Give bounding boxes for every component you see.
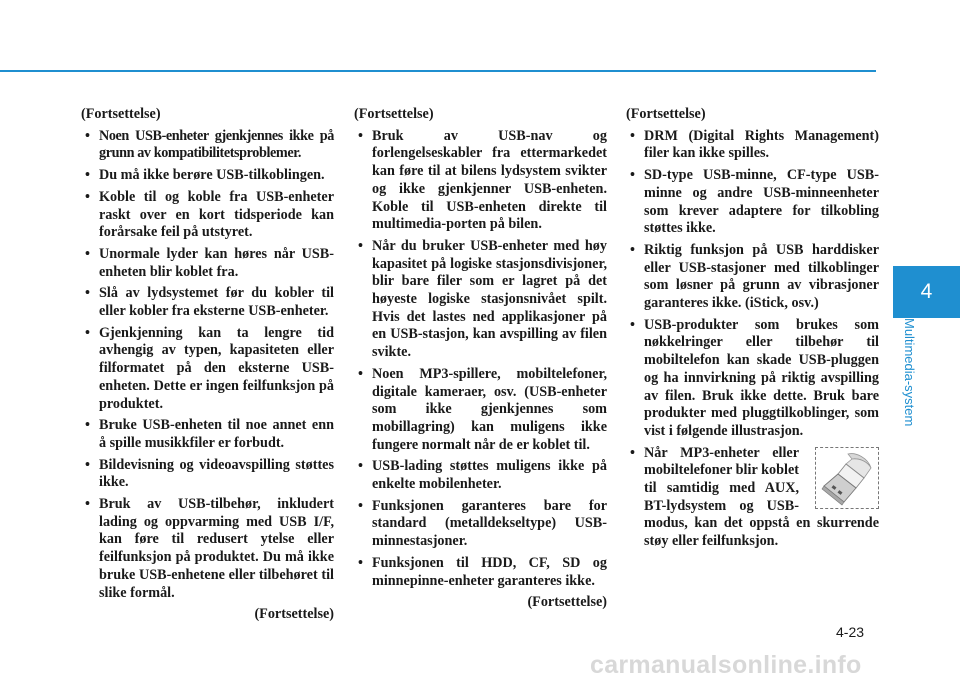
list-item bbox=[626, 445, 879, 551]
bullet-list bbox=[81, 128, 334, 603]
text-column-2 bbox=[354, 106, 607, 612]
continued-footer: (Fortsettelse) bbox=[527, 594, 607, 611]
list-item: • Noen MP3-spillere, mobiltelefoner, digitale kameraer, osv. (USB-enheter som ikke gjenkjennes som mobillagring) kan muligens ikke fungere normalt når de er koblet til. bbox=[354, 366, 607, 455]
chapter-tab: 4 bbox=[893, 266, 960, 318]
continued-heading: (Fortsettelse) bbox=[81, 106, 161, 122]
continued-heading: (Fortsettelse) bbox=[354, 106, 434, 122]
header-rule bbox=[0, 70, 876, 72]
usb-drive-icon bbox=[815, 447, 879, 509]
list-item: • Bruke USB-enheten til noe annet enn å spille musikkfiler er forbudt. bbox=[81, 417, 334, 452]
list-item: • USB-produkter som brukes som nøkkelringer eller tilbehør til mobiltelefon kan skade USB-pluggen og ha innvirkning på riktig avspilling av filen. Bruk ikke dette. Bruk bare produkter med pluggtilkoblinger, som vist i følgende illustrasjon. bbox=[626, 317, 879, 441]
list-item: • Bruk av USB-tilbehør, inkludert lading og oppvarming med USB I/F, kan føre til redusert ytelse eller feilfunksjon på produktet. Du må ikke bruke USB-enhetene eller tilbehøret til slike formål. bbox=[81, 496, 334, 602]
list-item: • Du må ikke berøre USB-tilkoblingen. bbox=[81, 167, 334, 185]
list-item: • SD-type USB-minne, CF-type USB-minne og andre USB-minneenheter som krever adaptere for tilkobling støttes ikke. bbox=[626, 167, 879, 238]
list-item: • Unormale lyder kan høres når USB-enheten blir koblet fra. bbox=[81, 246, 334, 281]
continued-footer: (Fortsettelse) bbox=[254, 606, 334, 623]
continued-heading: (Fortsettelse) bbox=[626, 106, 706, 122]
watermark: carmanualsonline.info bbox=[590, 651, 862, 679]
list-item: • Koble til og koble fra USB-enheter raskt over en kort tidsperiode kan forårsake feil på utstyret. bbox=[81, 189, 334, 242]
list-item-text: Når MP3-enheter eller mobiltelefoner blir koblet til samtidig med AUX, BT-lydsystem og USB-modus, kan det oppstå en skurrende støy eller feilfunksjon. bbox=[644, 444, 879, 550]
list-item: • Funksjonen garanteres bare for standard (metalldekseltype) USB-minnestasjoner. bbox=[354, 498, 607, 551]
list-item: • Gjenkjenning kan ta lengre tid avhengig av typen, kapasiteten eller filformatet på den eksterne USB-enheten. Dette er ingen feilfunksjon på produktet. bbox=[81, 325, 334, 414]
list-item: • Når du bruker USB-enheter med høy kapasitet på logiske stasjonsdivisjoner, blir bare filer som er lagret på det høyeste logiske stasjonsnivået spilt. Hvis det lastes ned applikasjoner på en USB-stasjon, kan avspilling av filen svikte. bbox=[354, 238, 607, 362]
list-item: • Riktig funksjon på USB harddisker eller USB-stasjoner med tilkoblinger som løsner på grunn av vibrasjoner garanteres ikke. (iStick, osv.) bbox=[626, 242, 879, 313]
bullet-list bbox=[626, 128, 879, 551]
list-item: • Bildevisning og videoavspilling støttes ikke. bbox=[81, 457, 334, 492]
list-item: • Bruk av USB-nav og forlengelseskabler fra ettermarkedet kan føre til at bilens lydsystem svikter og ikke gjenkjenner USB-enheten. Koble til USB-enheten direkte til multimedia-porten på bilen. bbox=[354, 128, 607, 234]
chapter-title: Multimedia-system bbox=[902, 318, 917, 427]
text-column-3 bbox=[626, 106, 879, 555]
list-item: • Funksjonen til HDD, CF, SD og minnepinne-enheter garanteres ikke. bbox=[354, 555, 607, 590]
text-column-1 bbox=[81, 106, 334, 624]
list-item: • USB-lading støttes muligens ikke på enkelte mobilenheter. bbox=[354, 458, 607, 493]
page-number: 4-23 bbox=[836, 624, 865, 640]
bullet-list bbox=[354, 128, 607, 591]
list-item: • Noen USB-enheter gjenkjennes ikke på grunn av kompatibilitetsproblemer. bbox=[81, 128, 334, 163]
list-item: • DRM (Digital Rights Management) filer kan ikke spilles. bbox=[626, 128, 879, 163]
list-item: • Slå av lydsystemet før du kobler til eller kobler fra eksterne USB-enheter. bbox=[81, 285, 334, 320]
